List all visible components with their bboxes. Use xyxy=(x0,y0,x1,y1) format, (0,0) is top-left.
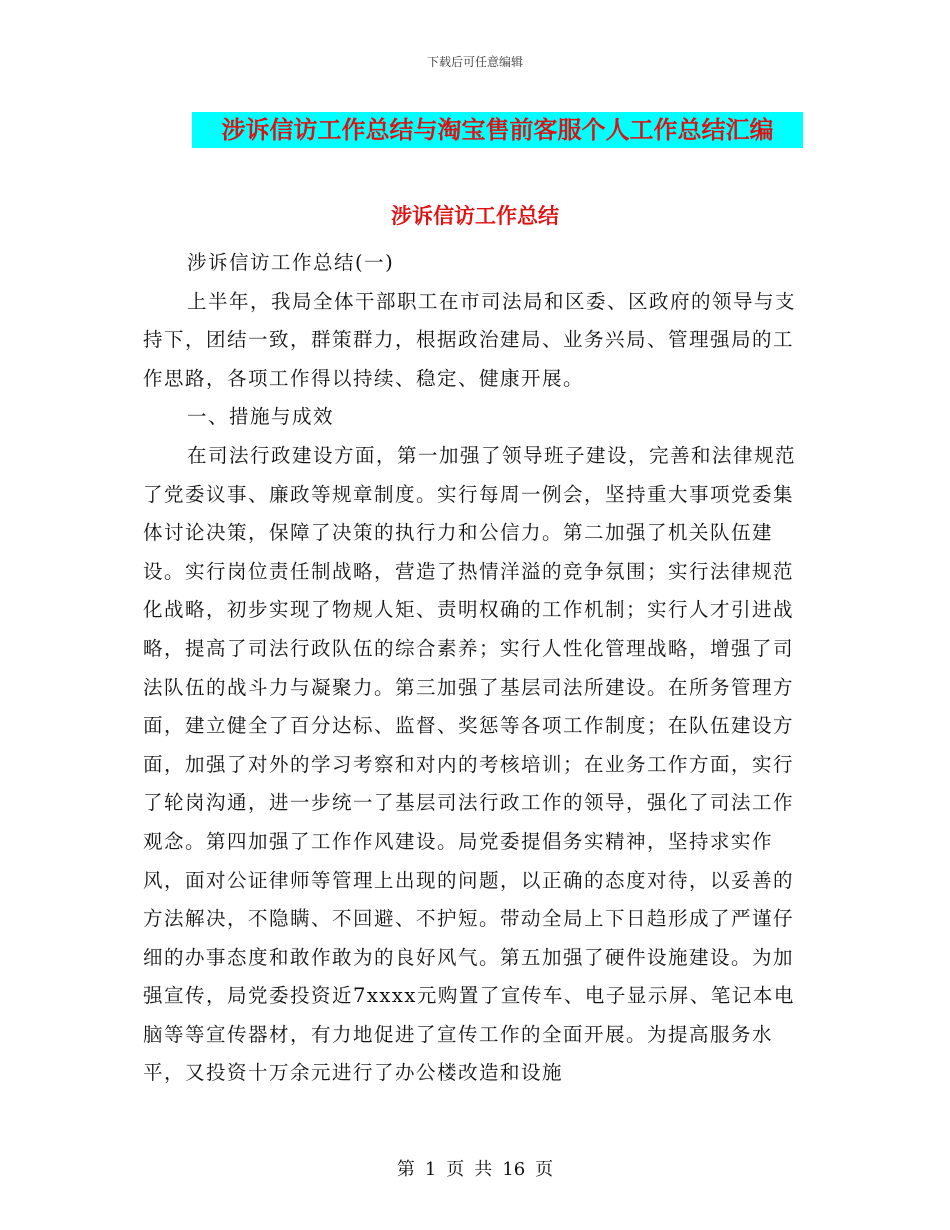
page-footer xyxy=(0,1155,950,1181)
subsection-heading: 涉诉信访工作总结(一) xyxy=(187,251,395,274)
subsection-heading: 一、措施与成效 xyxy=(187,405,335,429)
page-label-suffix: 页 xyxy=(535,1159,554,1180)
section-title: 涉诉信访工作总结 xyxy=(391,204,559,228)
page-number: 1 xyxy=(424,1159,437,1180)
main-title: 涉诉信访工作总结与淘宝售前客服个人工作总结汇编 xyxy=(221,116,774,144)
page-label-prefix: 第 xyxy=(396,1159,415,1180)
total-pages: 16 xyxy=(502,1159,526,1180)
total-label: 共 xyxy=(474,1159,493,1180)
paragraph: 在司法行政建设方面，第一加强了领导班子建设，完善和法律规范了党委议事、廉政等规章制度。实行每周一例会，坚持重大事项党委集体讨论决策，保障了决策的执行力和公信力。第二加强了机关队伍建设。实行岗位责任制战略，营造了热情洋溢的竞争氛围；实行法律规范化战略，初步实现了物规人矩、责明权确的工作机制；实行人才引进战略，提高了司法行政队伍的综合素养；实行人性化管理战略，增强了司法队伍的战斗力与凝聚力。第三加强了基层司法所建设。在所务管理方面，建立健全了百分达标、监督、奖惩等各项工作制度；在队伍建设方面，加强了对外的学习考察和对内的考核培训；在业务工作方面，实行了轮岗沟通，进一步统一了基层司法行政工作的领导，强化了司法工作观念。第四加强了工作作风建设。局党委提倡务实精神，坚持求实作风，面对公证律师等管理上出现的问题，以正确的态度对待，以妥善的方法解决，不隐瞒、不回避、不护短。带动全局上下日趋形成了严谨仔细的办事态度和敢作敢为的良好风气。第五加强了硬件设施建设。为加强宣传，局党委投资近7xxxx元购置了宣传车、电子显示屏、笔记本电脑等等宣传器材，有力地促进了宣传工作的全面开展。为提高服务水平，又投资十万余元进行了办公楼改造和设施 xyxy=(143,443,797,1085)
paragraph: 上半年，我局全体干部职工在市司法局和区委、区政府的领导与支持下，团结一致，群策群力，根据政治建局、业务兴局、管理强局的工作思路，各项工作得以持续、稳定、健康开展。 xyxy=(143,289,797,390)
main-title-highlight xyxy=(192,112,803,148)
document-body xyxy=(143,244,803,1093)
page-label-mid: 页 xyxy=(446,1159,465,1180)
header-note: 下载后可任意编辑 xyxy=(426,55,523,69)
